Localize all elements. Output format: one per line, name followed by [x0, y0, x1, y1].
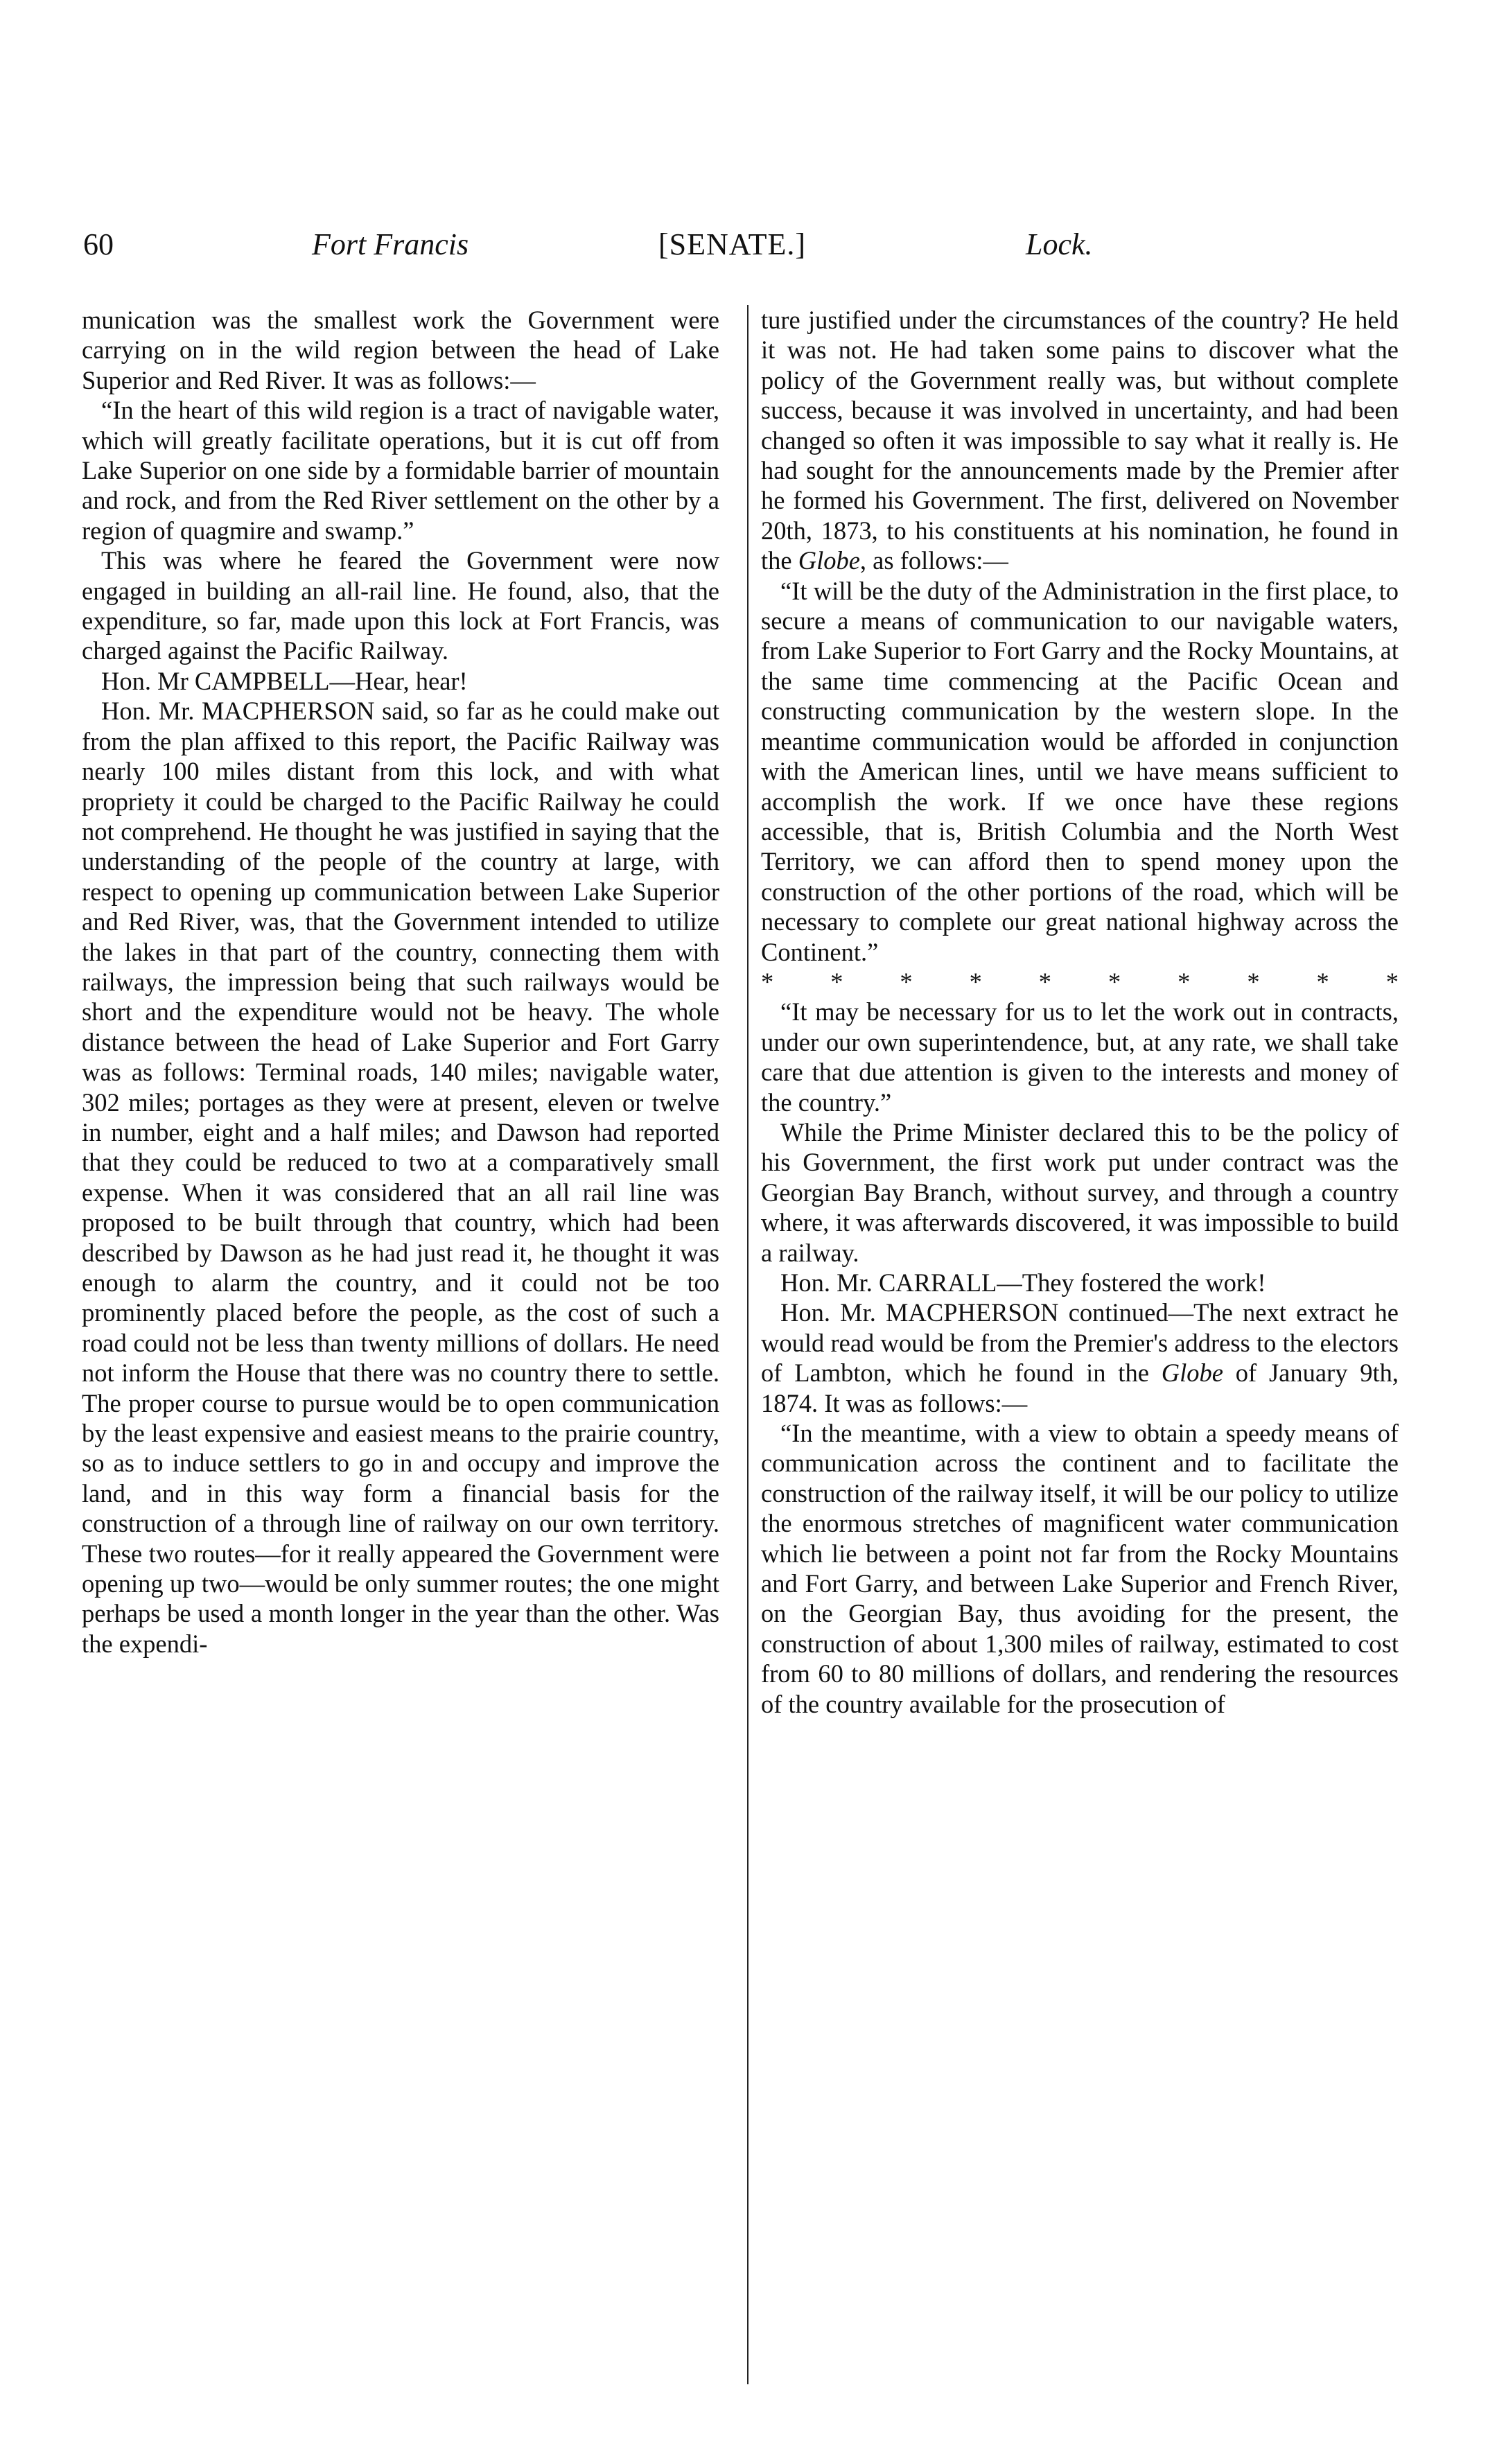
paragraph: While the Prime Minister declared this to be the policy of his Government, the first work put under contract was the Georgian Bay Branch, without survey, and through a country where, it was afterwards discovered, it was impossible to build a railway. — [761, 1117, 1399, 1267]
speaker-interjection: Hon. Mr CAMPBELL—Hear, hear! — [101, 666, 468, 695]
paragraph-text: of January 9th, 1874. It was as follows:— — [761, 1358, 1399, 1417]
quotation: “In the heart of this wild region is a tract of navigable water, which will greatly facilitate operations, but it is cut off from Lake Superior on one side by a formidable barrier of mountain and rock, and from the Red River settlement on the other by a region of quagmire and swamp.” — [82, 396, 719, 545]
quotation: “It may be necessary for us to let the work out in contracts, under our own superintendence, but, at any rate, we shall take care that due attention is given to the interests and money of the country.” — [761, 997, 1399, 1117]
paragraph — [761, 1297, 1399, 1418]
paragraph: munication was the smallest work the Government were carrying on in the wild region between the head of Lake Superior and Red River. It was as follows:— — [82, 306, 719, 394]
page-number: 60 — [83, 227, 114, 261]
paragraph: Hon. Mr. MACPHERSON said, so far as he could make out from the plan affixed to this report, the Pacific Railway was nearly 100 miles distant from this lock, and with what propriety it could be charged to the Pacific Railway he could not comprehend. He thought he was justified in saying that the understanding of the people of the country at large, with respect to opening up communication between Lake Superior and Red River, was, that the Government intended to utilize the lakes in that part of the country, connecting them with railways, the impression being that such railways would be short and the expenditure would not be heavy. The whole distance between the head of Lake Superior and Fort Garry was as follows: Terminal roads, 140 miles; navigable water, 302 miles; portages as they were at present, eleven or twelve in number, eight and a half miles; and Dawson had reported that they could be reduced to two at a comparatively small expense. When it was considered that an all rail line was proposed to be built through that country, which had been described by Dawson as he had just read it, he thought it was enough to alarm the country, and it could not be too prominently placed before the people, as the cost of such a road could not be less than twenty millions of dollars. He need not inform the House that there was no country there to settle. The proper course to pursue would be to open communication by the least expensive and easiest means to the prairie country, so as to induce settlers to go in and occupy and improve the land, and in this way form a financial basis for the construction of a through line of railway on our own territory. These two routes—for it really appeared the Government were opening up two—would be only summer routes; the one might perhaps be used a month longer in the year than the other. Was the expendi- — [82, 697, 719, 1658]
paragraph-text: ture justified under the circumstances of the country? He held it was not. He had taken some pains to discover what the policy of the Government really was, but without complete success, because it was involved in uncertainty, and had been changed so often it was impossible to say what it really is. He had sought for the announcements made by the Premier after he formed his Government. The first, delivered on November 20th, 1873, to his constituents at his nomination, he found in the — [761, 306, 1399, 575]
paragraph: This was where he feared the Government were now engaged in building an all-rail line. He found, also, that the expenditure, so far, made upon this lock at Fort Francis, was charged against the Pacific Railway. — [82, 546, 719, 665]
running-head — [83, 220, 1414, 269]
quotation: “In the meantime, with a view to obtain a speedy means of communication across the continent and to facilitate the construction of the railway itself, it will be our policy to utilize the enormous stretches of magnificent water communication which lie between a point not far from the Rocky Mountains and Fort Garry, and between Lake Superior and French River, on the Georgian Bay, thus avoiding for the present, the construction of about 1,300 miles of railway, estimated to cost from 60 to 80 millions of dollars, and rendering the resources of the country available for the prosecution of — [761, 1419, 1399, 1718]
right-column — [761, 305, 1399, 2412]
paragraph-text: , as follows:— — [859, 546, 1008, 575]
running-head-right: Lock. — [1026, 227, 1093, 261]
newspaper-title: Globe — [798, 546, 860, 575]
speaker-interjection: Hon. Mr. CARRALL—They fostered the work! — [780, 1268, 1266, 1297]
quotation: “It will be the duty of the Administration in the first place, to secure a means of communication to our navigable waters, from Lake Superior to Fort Garry and the Rocky Mountains, at the same time commencing at the Pacific Ocean and constructing communication by the western slope. In the meantime communication would be afforded in conjunction with the American lines, until we have means sufficient to accomplish the work. If we once have these regions accessible, that is, British Columbia and the North West Territory, we can afford then to spend money upon the construction of the other portions of the road, which will be necessary to complete our great national highway across the Continent.” — [761, 576, 1399, 966]
column-divider — [747, 305, 748, 2384]
newspaper-title: Globe — [1161, 1358, 1223, 1388]
paragraph-text: Hon. Mr. MACPHERSON continued—The next extract he would read would be from the Premier's address to the electors of Lambton, which he found in the — [761, 1298, 1399, 1388]
paragraph — [761, 305, 1399, 576]
ellipsis-stars: * * * * * * * * * * — [761, 967, 1399, 996]
left-column — [82, 305, 719, 2412]
running-head-left: Fort Francis — [312, 227, 469, 261]
running-head-center: [SENATE.] — [658, 227, 807, 261]
